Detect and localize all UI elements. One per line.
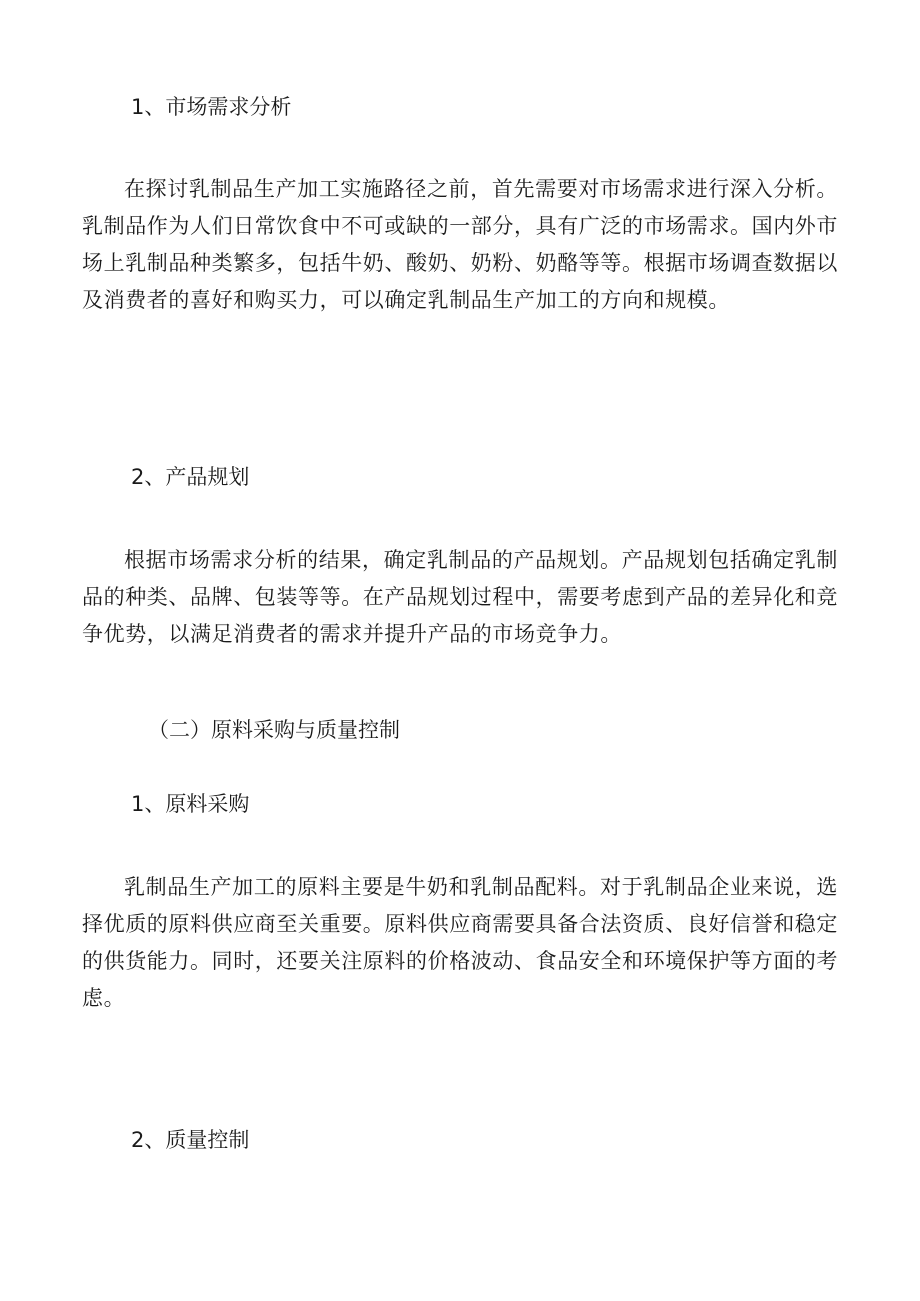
paragraph-product-planning: 根据市场需求分析的结果，确定乳制品的产品规划。产品规划包括确定乳制品的种类、品牌、包装等等。在产品规划过程中，需要考虑到产品的差异化和竞争优势，以满足消费者的需求并提升产品的市场竞争力。: [82, 548, 838, 646]
section-heading-market-demand: 1、市场需求分析: [131, 95, 292, 119]
section-heading-quality-control: 2、质量控制: [131, 1128, 250, 1152]
subsection-heading-raw-materials: （二）原料采购与质量控制: [148, 718, 400, 742]
section-heading-raw-material-procurement: 1、原料采购: [131, 792, 250, 816]
paragraph-raw-material-procurement: 乳制品生产加工的原料主要是牛奶和乳制品配料。对于乳制品企业来说，选择优质的原料供应商至关重要。原料供应商需要具备合法资质、良好信誉和稳定的供货能力。同时，还要关注原料的价格波动、食品安全和环境保护等方面的考虑。: [82, 875, 838, 1010]
paragraph-market-demand: 在探讨乳制品生产加工实施路径之前，首先需要对市场需求进行深入分析。乳制品作为人们日常饮食中不可或缺的一部分，具有广泛的市场需求。国内外市场上乳制品种类繁多，包括牛奶、酸奶、奶粉、奶酪等等。根据市场调查数据以及消费者的喜好和购买力，可以确定乳制品生产加工的方向和规模。: [82, 177, 838, 312]
section-heading-product-planning: 2、产品规划: [131, 465, 250, 489]
